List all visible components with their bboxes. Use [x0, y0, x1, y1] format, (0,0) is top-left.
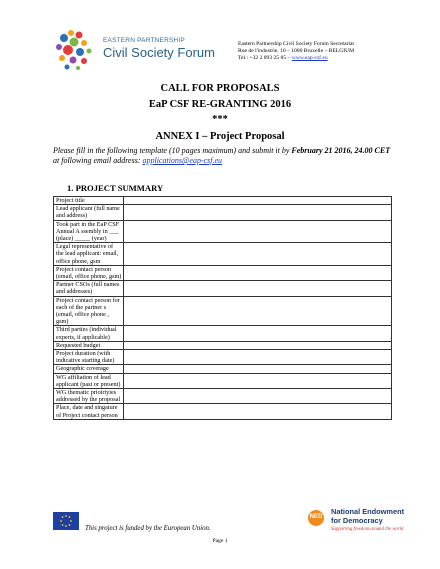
project-summary-body — [54, 197, 392, 420]
csf-logo-dots-icon — [51, 27, 99, 73]
row-label: Project contact person for each of the partner s (email, office phone , gsm) — [54, 296, 124, 326]
address-line-1: Eastern Partnership Civil Society Forum Secretariat — [238, 41, 355, 47]
secretariat-address — [238, 41, 354, 62]
project-summary-table — [53, 196, 392, 420]
row-value-field[interactable] — [124, 265, 392, 280]
row-label: Legal representative of the lead applicant: email, office phone, gsm — [54, 243, 124, 266]
instructions-paragraph — [53, 146, 393, 166]
ned-tagline: Supporting freedom around the world — [331, 527, 404, 532]
page-number: Page 1 — [212, 538, 228, 544]
row-label: Geographic coverage — [54, 365, 124, 373]
row-label: WG thematic prioirtyies addressed by the proposal — [54, 389, 124, 404]
row-label: Project contact person (email, office phone, gsm) — [54, 265, 124, 280]
table-row — [54, 296, 392, 326]
row-label: Place, date and singature of Project contact person — [54, 404, 124, 419]
applications-email-link[interactable]: applications@eap-csf.eu — [142, 156, 223, 165]
row-value-field[interactable] — [124, 341, 392, 349]
eu-flag-icon — [53, 512, 79, 530]
row-label: Lead applicant (full name and address) — [54, 205, 124, 220]
call-subtitle: EaP CSF RE-GRANTING 2016 — [148, 99, 292, 110]
table-row — [54, 281, 392, 296]
row-label: Project title — [54, 197, 124, 205]
table-row — [54, 350, 392, 365]
address-line-2: Rue de l'industrie, 10 – 1000 Bruxelle – BELGIUM — [238, 48, 355, 54]
ned-logo-label: NED — [309, 514, 323, 520]
table-row — [54, 205, 392, 220]
website-link[interactable]: www.eap-csf.eu — [291, 55, 328, 61]
row-value-field[interactable] — [124, 220, 392, 243]
logo-title: Civil Society Forum — [103, 45, 215, 60]
call-title: CALL FOR PROPOSALS — [160, 83, 280, 94]
ned-name: National Endowment for Democracy — [331, 507, 405, 525]
row-value-field[interactable] — [124, 404, 392, 419]
row-value-field[interactable] — [124, 243, 392, 266]
address-tel: Tel.: +32 2 893 25 85 – — [238, 55, 292, 61]
row-label: Third parties (individual experts, if applicable) — [54, 326, 124, 341]
row-value-field[interactable] — [124, 205, 392, 220]
logo-tagline: EASTERN PARTNERSHIP — [103, 37, 185, 44]
annex-title: ANNEX I – Project Proposal — [155, 131, 285, 142]
row-label: WG affiliation of lead applicant (past or present) — [54, 373, 124, 388]
row-value-field[interactable] — [124, 197, 392, 205]
row-label: Partner CSOs (full names and addresses) — [54, 281, 124, 296]
table-row — [54, 404, 392, 419]
table-row — [54, 365, 392, 373]
address-line-3 — [238, 55, 354, 62]
row-value-field[interactable] — [124, 350, 392, 365]
row-value-field[interactable] — [124, 281, 392, 296]
row-label: Requested budget — [54, 341, 124, 349]
stars-divider: *** — [212, 114, 228, 125]
table-row — [54, 389, 392, 404]
table-row — [54, 373, 392, 388]
csf-logo — [51, 27, 231, 73]
section-heading: 1. PROJECT SUMMARY — [67, 183, 164, 193]
row-value-field[interactable] — [124, 373, 392, 388]
table-row — [54, 220, 392, 243]
row-value-field[interactable] — [124, 365, 392, 373]
row-value-field[interactable] — [124, 296, 392, 326]
eu-funding-note: This project is funded by the European Union. — [85, 525, 211, 532]
table-row — [54, 265, 392, 280]
row-value-field[interactable] — [124, 389, 392, 404]
intro-before: Please fill in the following template (10 pages maximum) and submit it by — [53, 146, 292, 155]
row-label: Project duration (with indicative starting date) — [54, 350, 124, 365]
intro-deadline: February 21 2016, 24.00 CET — [291, 146, 391, 155]
row-value-field[interactable] — [124, 326, 392, 341]
table-row — [54, 197, 392, 205]
table-row — [54, 243, 392, 266]
intro-middle: at following email address: — [53, 156, 143, 165]
table-row — [54, 326, 392, 341]
table-row — [54, 341, 392, 349]
row-label: Took part in the EaP CSF Annual A ssembly in ___ (place) _____ (year) — [54, 220, 124, 243]
